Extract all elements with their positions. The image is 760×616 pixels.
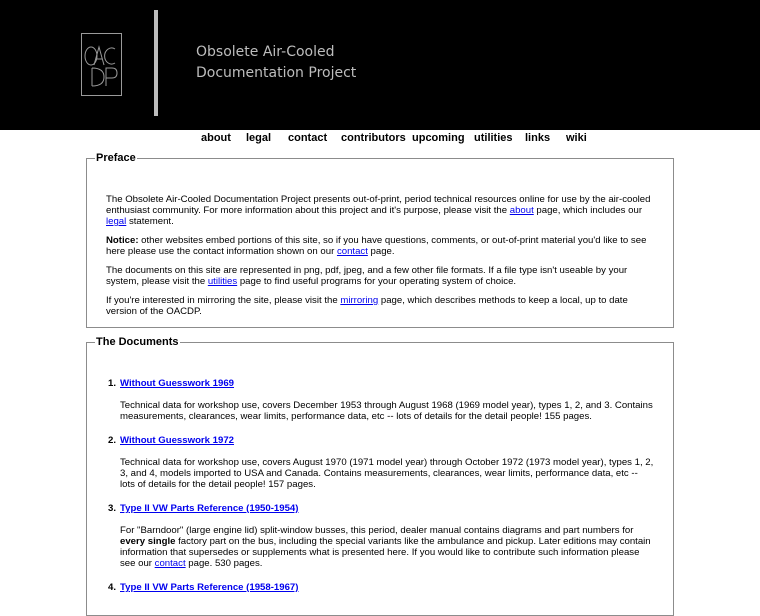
list-item <box>87 582 655 593</box>
nav-upcoming[interactable]: upcoming <box>412 132 465 144</box>
document-link[interactable]: Without Guesswork 1972 <box>120 435 235 446</box>
site-title-line1: Obsolete Air-Cooled <box>196 44 335 60</box>
document-description-text-2: factory part on the bus, including the special variants like the ambulance and pickup. Later editions may contain information that supersedes or supplements what is presented here. If you would like to contribute such information please see our <box>120 536 651 569</box>
mirroring-link[interactable]: mirroring <box>340 295 379 306</box>
site-title <box>196 42 356 84</box>
document-description <box>120 525 655 569</box>
nav-about[interactable]: about <box>201 132 231 144</box>
list-item <box>87 503 655 569</box>
contact-link[interactable]: contact <box>336 246 368 257</box>
contact-link[interactable]: contact <box>154 558 186 569</box>
documents-legend: The Documents <box>96 336 179 348</box>
document-description-text-3: page. 530 pages. <box>185 558 263 569</box>
document-description-text: For "Barndoor" (large engine lid) split-window busses, this period, dealer manual contains diagrams and part numbers for <box>120 525 634 536</box>
preface-p4-text-2: page, which describes methods to keep a local, up to date version of the OACDP. <box>106 295 628 317</box>
preface-p1-text-3: statement. <box>126 216 174 227</box>
utilities-link[interactable]: utilities <box>207 276 238 287</box>
list-item <box>87 435 655 490</box>
nav-wiki[interactable]: wiki <box>566 132 587 144</box>
preface-paragraph-4 <box>106 295 654 317</box>
top-nav <box>0 132 760 146</box>
nav-contributors[interactable]: contributors <box>341 132 406 144</box>
preface-p2-text: other websites embed portions of this site, so if you have questions, comments, or out-of-print material you'd like to see here please use the contact information shown on our <box>106 235 647 257</box>
emphasis-text: every single <box>120 536 176 547</box>
preface-p2-text-2: page. <box>367 246 395 257</box>
nav-links[interactable]: links <box>525 132 551 144</box>
preface-section <box>86 152 674 328</box>
header-divider <box>154 10 158 116</box>
document-description: Technical data for workshop use, covers December 1953 through August 1968 (1969 model year), types 1, 2, and 3. Contains measurements, clearances, wear limits, performance data, etc -- lots of details for the detail people! 155 pages. <box>120 400 653 422</box>
list-item-number: 2. <box>108 435 117 446</box>
list-item-number: 1. <box>108 378 117 389</box>
preface-paragraph-3 <box>106 265 654 287</box>
list-item <box>87 378 655 422</box>
document-description: Technical data for workshop use, covers August 1970 (1971 model year) through October 1972 (1973 model year), types 1, 2, 3, and 4, models imported to USA and Canada. Contains measurements, clearances, wear limits, performance data, etc -- lots of details for the detail people! 157 pages. <box>120 457 654 490</box>
list-item-number: 4. <box>108 582 117 593</box>
site-title-line2: Documentation Project <box>196 65 357 81</box>
documents-list <box>87 378 673 606</box>
preface-paragraph-1 <box>106 194 654 227</box>
preface-p3-text: The documents on this site are represented in png, pdf, jpeg, and a few other file formats. If a file type isn't useable by your system, please visit the <box>106 265 628 287</box>
preface-p1-text: The Obsolete Air-Cooled Documentation Project presents out-of-print, period technical resources online for use by the air-cooled enthusiast community. For more information about this project and it's purpose, please visit the <box>106 194 651 216</box>
oacdp-logo[interactable] <box>81 33 122 96</box>
preface-body <box>106 194 654 325</box>
document-link[interactable]: Without Guesswork 1969 <box>120 378 235 389</box>
documents-section <box>86 336 674 616</box>
list-item-number: 3. <box>108 503 117 514</box>
nav-legal[interactable]: legal <box>246 132 272 144</box>
preface-p3-text-2: page to find useful programs for your operating system of choice. <box>237 276 517 287</box>
oacdp-logo-icon <box>82 34 123 97</box>
nav-contact[interactable]: contact <box>288 132 328 144</box>
nav-utilities[interactable]: utilities <box>474 132 513 144</box>
about-link[interactable]: about <box>509 205 534 216</box>
document-link[interactable]: Type II VW Parts Reference (1950-1954) <box>120 503 299 514</box>
notice-label: Notice: <box>106 235 139 246</box>
preface-legend: Preface <box>96 152 136 164</box>
preface-paragraph-2 <box>106 235 654 257</box>
header-banner <box>0 0 760 130</box>
preface-p4-text: If you're interested in mirroring the site, please visit the <box>106 295 341 306</box>
preface-p1-text-2: page, which includes our <box>533 205 643 216</box>
document-link[interactable]: Type II VW Parts Reference (1958-1967) <box>120 582 299 593</box>
legal-link[interactable]: legal <box>106 216 127 227</box>
